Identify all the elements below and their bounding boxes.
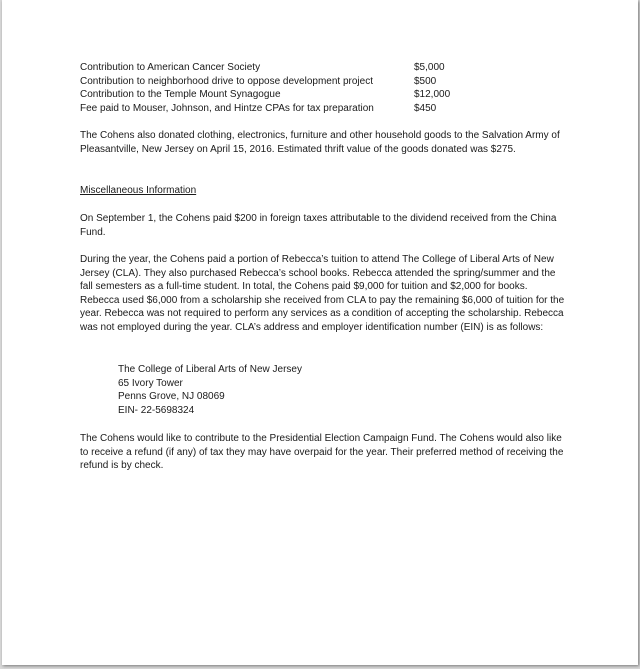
contribution-amount: $5,000	[414, 62, 445, 73]
contribution-row	[80, 75, 480, 89]
contribution-label: Contribution to the Temple Mount Synagogue	[80, 89, 281, 101]
contribution-row	[80, 102, 480, 116]
foreign-tax-paragraph: On September 1, the Cohens paid $200 in foreign taxes attributable to the dividend received from the China Fund.	[80, 213, 557, 238]
contribution-label: Contribution to American Cancer Society	[80, 62, 261, 73]
college-city: Penns Grove, NJ 08069	[118, 391, 225, 403]
contribution-row	[80, 88, 480, 102]
tuition-paragraph: During the year, the Cohens paid a portion of Rebecca’s tuition to attend The College of Liberal Arts of New Jersey (CLA). They also purchased Rebecca’s school books. Rebecca attended the spring/summer and the fall semesters as a full-time student. In total, the Cohens paid $9,000 for tuition and $2,000 for books. Rebecca used $6,000 from a scholarship she received from CLA to pay the remaining $6,000 of tuition for the year. Rebecca was not required to perform any services as a condition of accepting the scholarship. Rebecca was not employed during the year. CLA’s address and employer identification number (EIN) is as follows:	[80, 254, 565, 333]
college-address-block	[118, 363, 302, 417]
contribution-amount: $450	[414, 102, 437, 114]
contribution-amount: $12,000	[414, 89, 451, 101]
misc-info-heading: Miscellaneous Information	[80, 185, 197, 196]
contribution-label: Fee paid to Mouser, Johnson, and Hintze CPAs for tax preparation	[80, 102, 374, 114]
college-street: 65 Ivory Tower	[118, 377, 183, 389]
document-page	[2, 0, 638, 665]
contribution-row	[80, 61, 480, 75]
contributions-list	[80, 61, 480, 115]
college-name: The College of Liberal Arts of New Jersey	[118, 364, 302, 375]
college-ein: EIN- 22-5698324	[118, 404, 195, 416]
campaign-fund-paragraph: The Cohens would like to contribute to the Presidential Election Campaign Fund. The Cohens would also like to receive a refund (if any) of tax they may have overpaid for the year. Their preferred method of receiving the refund is by check.	[80, 433, 564, 472]
contribution-label: Contribution to neighborhood drive to oppose development project	[80, 75, 373, 87]
contribution-amount: $500	[414, 75, 437, 87]
donation-paragraph: The Cohens also donated clothing, electronics, furniture and other household goods to the Salvation Army of Pleasantville, New Jersey on April 15, 2016. Estimated thrift value of the goods donated was $275.	[80, 130, 560, 155]
